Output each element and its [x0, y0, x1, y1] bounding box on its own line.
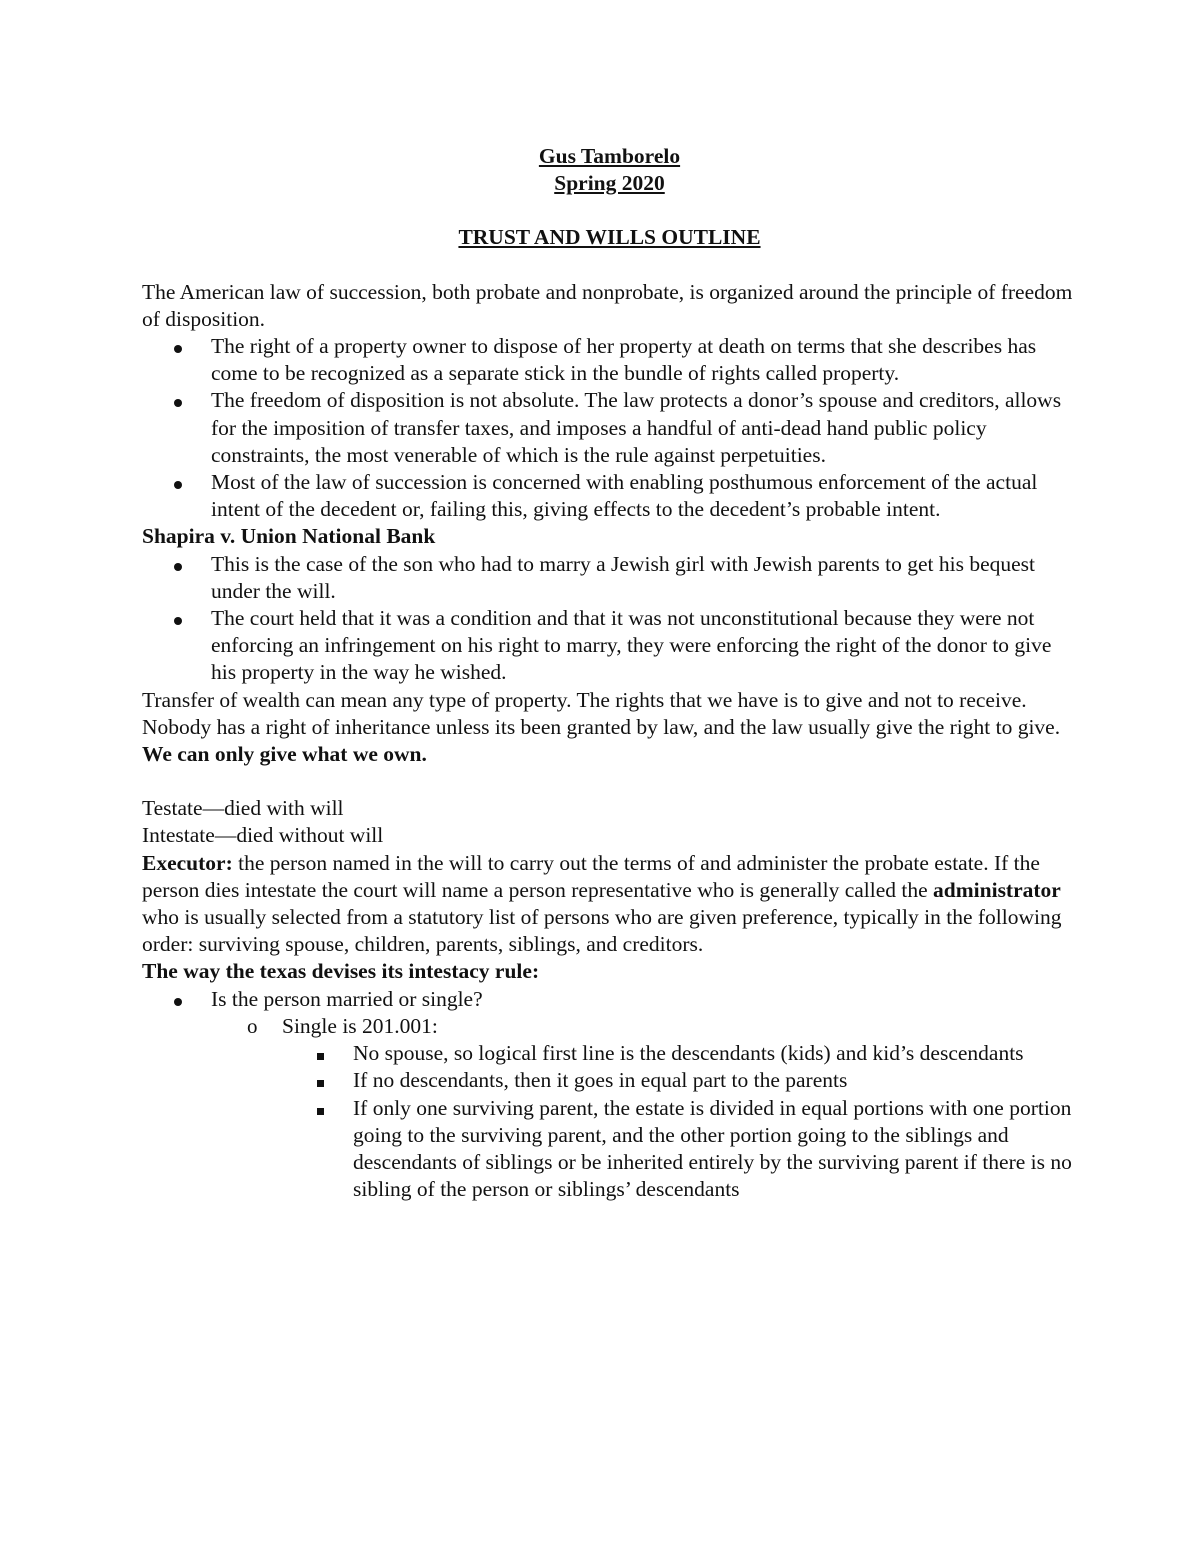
texas-heading: The way the texas devises its intestacy rule:	[142, 959, 540, 984]
list-item: If only one surviving parent, the estate is divided in equal portions with one portion going to the surviving parent, and the other portion going to the siblings and descendants of siblings or be inherited entirely by the surviving parent if there is no sibling of the person or siblings’ descendants	[142, 1095, 1077, 1204]
bullet-icon	[174, 481, 182, 489]
bullet-icon	[174, 399, 182, 407]
list-item: The right of a property owner to dispose of her property at death on terms that she describes has come to be recognized as a separate stick in the bundle of rights called property.	[142, 333, 1077, 387]
list-item: Is the person married or single?	[142, 986, 1077, 1013]
bullet-icon	[174, 998, 182, 1006]
intestate-definition: Intestate—died without will	[142, 823, 384, 848]
texas-outline	[142, 986, 1077, 1204]
case-bullet-list	[142, 551, 1077, 687]
list-item: No spouse, so logical first line is the descendants (kids) and kid’s descendants	[142, 1040, 1077, 1067]
case-heading: Shapira v. Union National Bank	[142, 524, 436, 549]
author-name: Gus Tamborelo	[538, 144, 681, 168]
outline-title: TRUST AND WILLS OUTLINE	[458, 225, 761, 250]
bullet-icon	[174, 563, 182, 571]
list-item: Most of the law of succession is concerned with enabling posthumous enforcement of the actual intent of the decedent or, failing this, giving effects to the decedent’s probable intent.	[142, 469, 1077, 523]
square-bullet-icon	[317, 1080, 324, 1087]
executor-term: Executor:	[142, 850, 233, 875]
document-body	[142, 143, 1077, 1203]
bullet-icon	[174, 345, 182, 353]
bullet-icon	[174, 617, 182, 625]
list-item: The freedom of disposition is not absolute. The law protects a donor’s spouse and creditors, allows for the imposition of transfer taxes, and imposes a handful of anti-dead hand public policy constraints, the most venerable of which is the rule against perpetuities.	[142, 387, 1077, 469]
list-item: o Single is 201.001:	[142, 1013, 1077, 1040]
intro-bullet-list	[142, 333, 1077, 523]
square-bullet-icon	[317, 1108, 324, 1115]
administrator-term: administrator	[933, 877, 1061, 902]
square-bullet-icon	[317, 1053, 324, 1060]
testate-definition: Testate—died with will	[142, 796, 344, 821]
transfer-paragraph: Transfer of wealth can mean any type of property. The rights that we have is to give and not to receive. Nobody has a right of inheritance unless its been granted by law, and the law usually give the right to give. We can only give what we own.	[142, 687, 1061, 767]
circle-bullet-icon: o	[247, 1013, 258, 1038]
transfer-emphasis: We can only give what we own.	[142, 742, 427, 767]
executor-definition: Executor: the person named in the will to carry out the terms of and administer the probate estate. If the person dies intestate the court will name a person representative who is generally called the administrator who is usually selected from a statutory list of persons who are given preference, typically in the following order: surviving spouse, children, parents, siblings, and creditors.	[142, 850, 1062, 957]
list-item: This is the case of the son who had to marry a Jewish girl with Jewish parents to get his bequest under the will.	[142, 551, 1077, 605]
intro-paragraph: The American law of succession, both probate and nonprobate, is organized around the principle of freedom of disposition.	[142, 279, 1073, 331]
list-item: The court held that it was a condition and that it was not unconstitutional because they were not enforcing an infringement on his right to marry, they were enforcing the right of the donor to give his property in the way he wished.	[142, 605, 1077, 687]
list-item: If no descendants, then it goes in equal part to the parents	[142, 1067, 1077, 1094]
term-label: Spring 2020	[554, 171, 665, 196]
